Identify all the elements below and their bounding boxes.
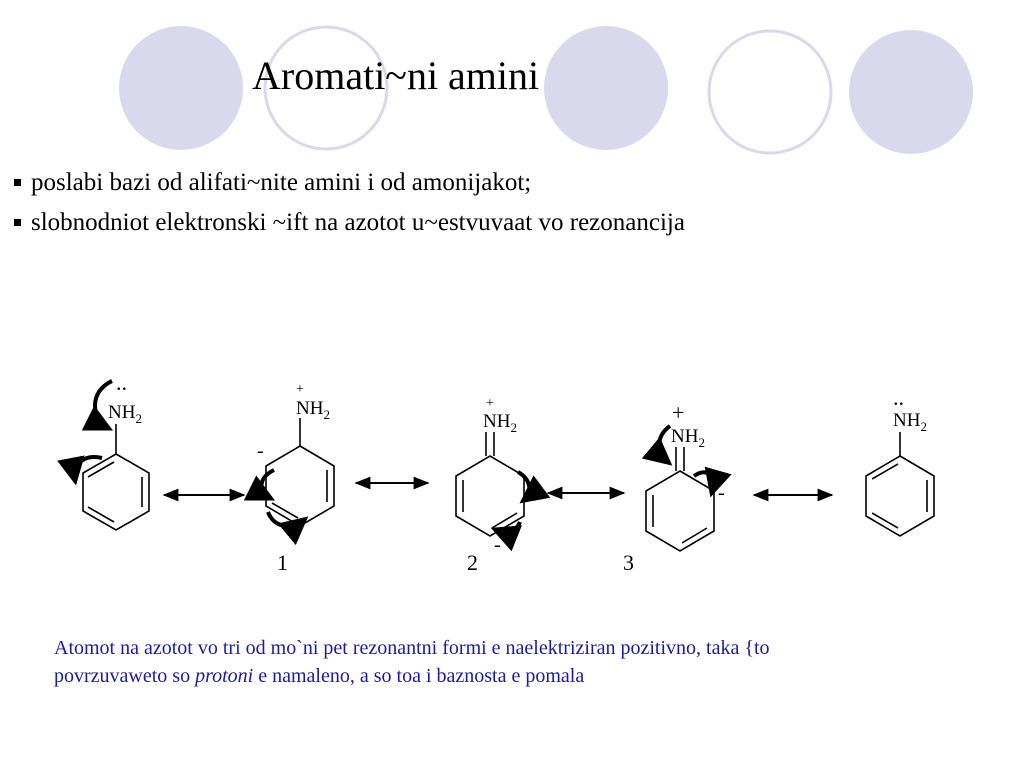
caption-text: Atomot na azotot vo tri od mo`ni pet rezonantni formi e naelektriziran pozitivno, taka {to povrzuvaweto so protoni e namaleno, a so toa i baznosta e pomala [54, 637, 770, 687]
curved-arrow-icon [268, 512, 304, 526]
amine-group-label: $NH_2$ [108, 402, 142, 426]
structure-2 [456, 432, 529, 536]
positive-charge-label: + [672, 400, 685, 425]
bullet-text-1: poslabi bazi od alifati~nite amini i od amonijakot; [31, 169, 532, 196]
curved-arrow-icon [659, 426, 670, 462]
structure-number-1: 1 [277, 550, 288, 575]
structure-number-2: 2 [467, 550, 478, 575]
caption-italic-word: protoni [195, 665, 254, 687]
negative-charge-label: - [494, 534, 501, 556]
bullet-text-2: slobnodniot elektronski ~ift na azotot u~estvuvaat vo rezonancija [31, 209, 685, 236]
amine-group-label: $NH_2$ [671, 426, 705, 450]
amine-group-label: $NH_2$ [483, 411, 517, 435]
structure-number-3: 3 [623, 550, 634, 575]
positive-charge-label: + [296, 382, 304, 397]
negative-charge-label: - [718, 482, 725, 504]
amine-group-label: $NH_2$ [893, 410, 927, 434]
lone-pair-label: .. [116, 370, 127, 395]
negative-charge-label: - [257, 440, 264, 462]
structure-1 [261, 418, 334, 526]
positive-charge-label: + [486, 396, 494, 411]
amine-group-label: $NH_2$ [296, 398, 330, 422]
curved-arrow-icon [261, 470, 274, 498]
slide-title: Aromati~ni amini [252, 53, 540, 98]
structure-aniline-right [866, 432, 934, 536]
lone-pair-label: .. [893, 385, 904, 410]
